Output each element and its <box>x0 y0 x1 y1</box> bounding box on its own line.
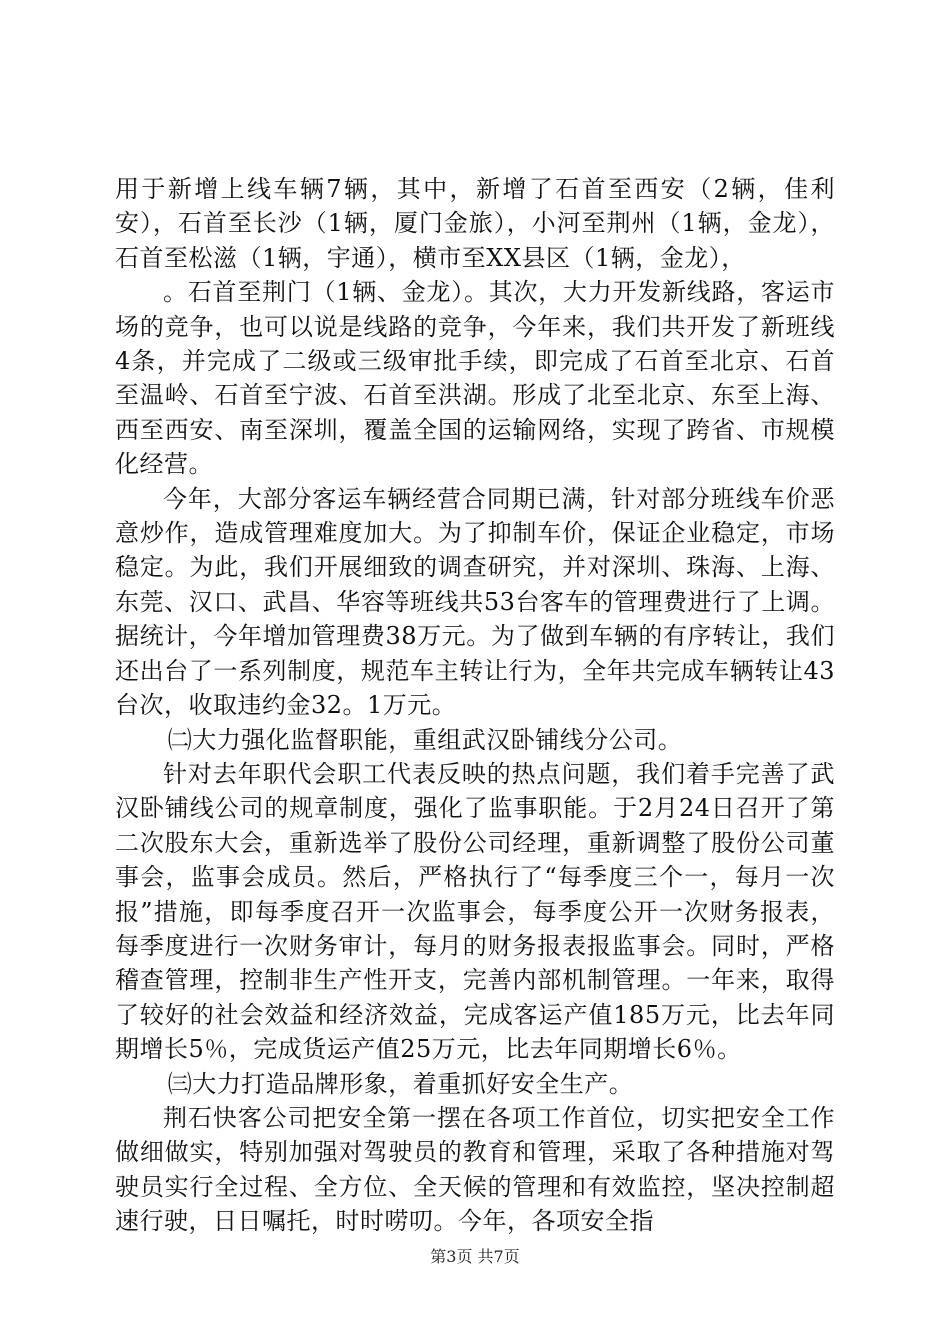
section-heading-brand-safety: ㈢大力打造品牌形象，着重抓好安全生产。 <box>167 1069 634 1098</box>
paragraph-management-fees: 今年，大部分客运车辆经营合同期已满，针对部分班线车价恶意炒作，造成管理难度加大。为了抑制车价，保证企业稳定，市场稳定。为此，我们开展细致的调查研究，并对深圳、珠海、上海、东莞、汉口、武昌、华容等班线共53台客车的管理费进行了上调。据统计，今年增加管理费38万元。为了做到车辆的有序转让，我们还出台了一系列制度，规范车主转让行为，全年共完成车辆转让43台次，收取违约金32。1万元。 <box>115 484 835 720</box>
document-body <box>115 172 835 1239</box>
paragraph-supervision: 针对去年职代会职工代表反映的热点问题，我们着手完善了武汉卧铺线公司的规章制度，强化了监事职能。于2月24日召开了第二次股东大会，重新选举了股份公司经理，重新调整了股份公司董事会，监事会成员。然后，严格执行了“每季度三个一，每月一次报”措施，即每季度召开一次监事会，每季度公开一次财务报表，每季度进行一次财务审计，每月的财务报表报监事会。同时，严格稽查管理，控制非生产性开支，完善内部机制管理。一年来，取得了较好的社会效益和经济效益，完成客运产值185万元，比去年同期增长5％，完成货运产值25万元，比去年同期增长6％。 <box>115 759 835 1064</box>
paragraph-continuation: 用于新增上线车辆7辆，其中，新增了石首至西安（2辆，佳利安），石首至长沙（1辆，厦门金旅），小河至荆州（1辆，金龙），石首至松滋（1辆，宇通），横市至XX县区（1辆，金龙）， <box>115 175 835 272</box>
paragraph-safety: 荆石快客公司把安全第一摆在各项工作首位，切实把安全工作做细做实，特别加强对驾驶员的教育和管理，采取了各种措施对驾驶员实行全过程、全方位、全天候的管理和有效监控，坚决控制超速行驶，日日嘱托，时时唠叨。今年，各项安全指 <box>115 1103 835 1236</box>
paragraph-new-routes: 。石首至荆门（1辆、金龙）。其次，大力开发新线路，客运市场的竞争，也可以说是线路的竞争，今年来，我们共开发了新班线4条，并完成了二级或三级审批手续，即完成了石首至北京、石首至温岭、石首至宁波、石首至洪湖。形成了北至北京、东至上海、西至西安、南至深圳，覆盖全国的运输网络，实现了跨省、市规模化经营。 <box>115 278 835 479</box>
page-number-footer: 第3页 共7页 <box>430 1247 520 1266</box>
section-heading-supervision: ㈡大力强化监督职能，重组武汉卧铺线分公司。 <box>167 725 683 754</box>
